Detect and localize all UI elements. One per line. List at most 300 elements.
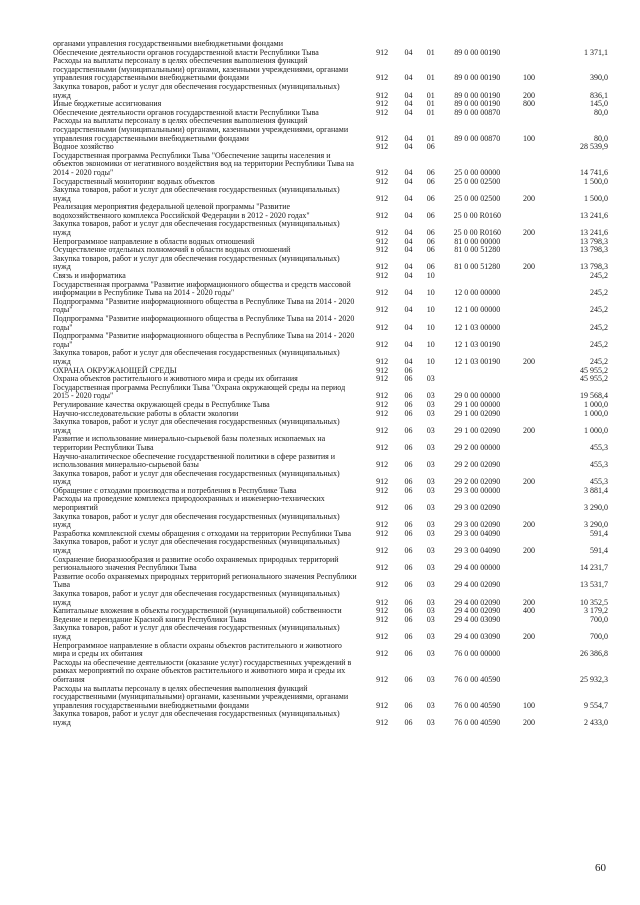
department-code: 912 <box>376 546 389 556</box>
table-row <box>53 418 608 435</box>
subsection-code: 10 <box>426 288 435 298</box>
expense-type-code: 200 <box>522 425 535 435</box>
budget-item-name: Научно-исследовательские работы в области экологии <box>53 408 239 418</box>
target-item-code <box>442 272 513 281</box>
section-code: 04 <box>404 339 413 349</box>
department-code: 912 <box>376 563 389 573</box>
expense-type-code: 200 <box>522 717 535 727</box>
section-code: 04 <box>404 167 413 177</box>
amount: 25 932,3 <box>580 674 608 684</box>
table-row <box>53 642 608 659</box>
section-code: 04 <box>404 133 413 143</box>
section-code: 04 <box>404 271 413 281</box>
amount: 591,4 <box>590 546 608 556</box>
target-item-code: 81 0 00 51280 <box>454 245 501 255</box>
amount: 13 241,6 <box>580 210 608 220</box>
section-code: 06 <box>404 580 413 590</box>
budget-item-name: Закупка товаров, работ и услуг для обеспечения государственных (муниципальных) нужд <box>53 537 340 556</box>
amount: 13 798,3 <box>580 262 608 272</box>
amount: 245,2 <box>590 271 608 281</box>
subsection-code: 06 <box>426 245 435 255</box>
department-code: 912 <box>376 700 389 710</box>
amount: 1 000,0 <box>584 408 608 418</box>
department-code: 912 <box>376 236 389 246</box>
amount: 26 386,8 <box>580 649 608 659</box>
section-code: 04 <box>404 236 413 246</box>
target-item-code: 29 4 00 02090 <box>454 606 501 616</box>
expense-type-code <box>513 109 545 118</box>
table-row <box>53 281 608 298</box>
table-row <box>53 255 608 272</box>
budget-item-name: Связь и информатика <box>53 271 126 281</box>
amount: 14 231,7 <box>580 563 608 573</box>
section-code: 06 <box>404 606 413 616</box>
table-row <box>53 624 608 641</box>
subsection-code: 06 <box>426 210 435 220</box>
subsection-code: 03 <box>426 597 435 607</box>
table-row <box>53 298 608 315</box>
budget-item-name: Осуществление отдельных полномочий в области водных отношений <box>53 245 291 255</box>
department-code: 912 <box>376 90 389 100</box>
expense-type-code <box>513 49 545 58</box>
page-number: 60 <box>595 862 606 874</box>
budget-item-name: Сохранение биоразнообразия и развитие особо охраняемых природных территорий регионального значения Республики Тыва <box>53 554 339 573</box>
expense-type-code: 200 <box>522 356 535 366</box>
subsection-code: 03 <box>426 563 435 573</box>
target-item-code: 81 0 00 51280 <box>454 262 501 272</box>
expense-type-code <box>513 143 545 152</box>
amount: 1 500,0 <box>584 193 608 203</box>
section-code: 04 <box>404 305 413 315</box>
target-item-code: 29 3 00 02090 <box>454 503 501 513</box>
budget-item-name: Государственная программа Республики Тыва "Охрана окружающей среды на период 2015 - 2020 годы" <box>53 382 346 401</box>
section-code: 04 <box>404 262 413 272</box>
expense-type-code <box>513 332 545 349</box>
expense-type-code <box>513 40 545 49</box>
amount: 19 568,4 <box>580 391 608 401</box>
amount: 245,2 <box>590 339 608 349</box>
section-code: 04 <box>404 322 413 332</box>
budget-item-name: Закупка товаров, работ и услуг для обеспечения государственных (муниципальных) нужд <box>53 81 340 100</box>
target-item-code: 29 2 00 00000 <box>454 442 501 452</box>
table-row <box>53 117 608 143</box>
subsection-code: 03 <box>426 399 435 409</box>
target-item-code: 29 4 00 03090 <box>454 631 501 641</box>
section-code: 06 <box>404 425 413 435</box>
target-item-code <box>442 367 513 376</box>
section-code: 04 <box>404 356 413 366</box>
target-item-code: 81 0 00 00000 <box>454 236 501 246</box>
budget-item-name: Закупка товаров, работ и услуг для обеспечения государственных (муниципальных) нужд <box>53 348 340 366</box>
target-item-code: 89 0 00 00190 <box>454 47 501 57</box>
amount: 591,4 <box>590 528 608 538</box>
amount: 455,3 <box>590 442 608 452</box>
target-item-code: 29 1 00 00000 <box>454 399 501 409</box>
department-code: 912 <box>376 365 389 375</box>
expense-type-code: 100 <box>522 133 535 143</box>
subsection-code: 03 <box>426 528 435 538</box>
target-item-code: 89 0 00 00870 <box>454 133 501 143</box>
section-code: 04 <box>404 90 413 100</box>
department-code: 912 <box>376 674 389 684</box>
budget-item-name: Ведение и переиздание Красной книги Республики Тыва <box>53 614 247 624</box>
expense-type-code: 200 <box>522 631 535 641</box>
amount: 700,0 <box>590 614 608 624</box>
table-row <box>53 453 608 470</box>
department-code: 912 <box>376 99 389 109</box>
expense-type-code <box>513 453 545 470</box>
department-code: 912 <box>376 631 389 641</box>
budget-item-name: Обращение с отходами производства и потребления в Республике Тыва <box>53 485 297 495</box>
subsection-code: 06 <box>426 142 435 152</box>
target-item-code: 89 0 00 00190 <box>454 73 501 83</box>
expense-type-code <box>513 178 545 187</box>
target-item-code: 29 4 00 02090 <box>454 597 501 607</box>
budget-item-name: Закупка товаров, работ и услуг для обеспечения государственных (муниципальных) нужд <box>53 623 340 641</box>
expense-type-code: 200 <box>522 262 535 272</box>
department-code: 912 <box>376 528 389 538</box>
target-item-code: 29 4 00 00000 <box>454 563 501 573</box>
target-item-code: 25 0 00 R0160 <box>453 228 501 238</box>
subsection-code: 10 <box>426 305 435 315</box>
amount: 245,2 <box>590 288 608 298</box>
subsection-code: 03 <box>426 442 435 452</box>
table-row <box>53 152 608 178</box>
section-code: 06 <box>404 460 413 470</box>
target-item-code: 29 2 00 02090 <box>454 477 501 487</box>
subsection-code: 06 <box>426 193 435 203</box>
budget-item-name: Расходы на выплаты персоналу в целях обеспечения выполнения функций государственными (муниципальными) органами, казенными учреждениями, органами управления государственными внебюджетными фондами <box>53 116 349 143</box>
budget-item-name: Расходы на проведение комплекса природоохранных и инженерно-технических мероприятий <box>53 494 325 513</box>
table-row <box>53 57 608 83</box>
subsection-code: 03 <box>426 580 435 590</box>
budget-item-name: Непрограммное направление в области водных отношений <box>53 236 255 246</box>
amount: 13 531,7 <box>580 580 608 590</box>
subsection-code: 03 <box>426 614 435 624</box>
budget-item-name: органами управления государственными внебюджетными фондами <box>53 39 283 48</box>
budget-item-name: Закупка товаров, работ и услуг для обеспечения государственных (муниципальных) нужд <box>53 468 340 487</box>
budget-item-name: Государственная программа "Развитие информационного общества и средств массовой информации в Республике Тыва на 2014 - 2020 годы" <box>53 279 351 298</box>
target-item-code: 76 0 00 00000 <box>454 649 501 659</box>
table-row <box>53 349 608 366</box>
budget-item-name: Иные бюджетные ассигнования <box>53 99 162 109</box>
expense-type-code <box>513 410 545 419</box>
department-code: 912 <box>376 322 389 332</box>
amount: 80,0 <box>594 133 608 143</box>
target-item-code: 76 0 00 40590 <box>454 717 501 727</box>
section-code: 06 <box>404 674 413 684</box>
target-item-code <box>442 375 513 384</box>
target-item-code: 29 4 00 03090 <box>454 614 501 624</box>
target-item-code: 29 1 00 02090 <box>454 425 501 435</box>
budget-item-name: Закупка товаров, работ и услуг для обеспечения государственных (муниципальных) нужд <box>53 219 340 238</box>
amount: 45 955,2 <box>580 374 608 384</box>
expense-type-code: 200 <box>522 477 535 487</box>
budget-table <box>53 40 608 728</box>
amount: 13 241,6 <box>580 228 608 238</box>
expense-type-code <box>513 659 545 685</box>
expense-type-code <box>513 203 545 220</box>
section-code: 06 <box>404 391 413 401</box>
budget-item-name: Охрана объектов растительного и животного мира и среды их обитания <box>53 374 298 384</box>
amount: 1 500,0 <box>584 176 608 186</box>
table-row <box>53 495 608 512</box>
budget-item-name: Закупка товаров, работ и услуг для обеспечения государственных (муниципальных) нужд <box>53 185 340 203</box>
department-code: 912 <box>376 503 389 513</box>
target-item-code: 29 3 00 02090 <box>454 520 501 530</box>
department-code: 912 <box>376 176 389 186</box>
department-code: 912 <box>376 425 389 435</box>
expense-type-code: 200 <box>522 520 535 530</box>
department-code: 912 <box>376 649 389 659</box>
subsection-code: 03 <box>426 460 435 470</box>
table-row <box>53 83 608 100</box>
target-item-code: 89 0 00 00190 <box>454 99 501 109</box>
department-code: 912 <box>376 73 389 83</box>
target-item-code: 29 4 00 02090 <box>454 580 501 590</box>
target-item-code: 89 0 00 00870 <box>454 107 501 117</box>
department-code: 912 <box>376 305 389 315</box>
amount: 45 955,2 <box>580 365 608 375</box>
department-code: 912 <box>376 288 389 298</box>
expense-type-code <box>513 556 545 573</box>
table-row <box>53 685 608 711</box>
expense-type-code: 200 <box>522 90 535 100</box>
table-row <box>53 220 608 237</box>
section-code: 06 <box>404 649 413 659</box>
target-item-code: 12 0 00 00000 <box>454 288 501 298</box>
subsection-code: 03 <box>426 649 435 659</box>
expense-type-code <box>513 246 545 255</box>
table-row <box>53 573 608 590</box>
subsection-code: 03 <box>426 477 435 487</box>
subsection-code: 03 <box>426 674 435 684</box>
table-row <box>53 315 608 332</box>
target-item-code: 89 0 00 00190 <box>454 90 501 100</box>
department-code: 912 <box>376 339 389 349</box>
subsection-code: 10 <box>426 356 435 366</box>
target-item-code: 25 0 00 02500 <box>454 176 501 186</box>
budget-item-name: Водное хозяйство <box>53 142 114 152</box>
target-item-code: 12 1 03 00000 <box>454 322 501 332</box>
section-code: 06 <box>404 408 413 418</box>
table-row <box>53 435 608 452</box>
section-code: 06 <box>404 597 413 607</box>
amount: 3 881,4 <box>584 485 608 495</box>
subsection-code: 06 <box>426 262 435 272</box>
department-code: 912 <box>376 107 389 117</box>
target-item-code: 12 1 03 00190 <box>454 356 501 366</box>
amount: 245,2 <box>590 356 608 366</box>
budget-item-name: Развитие особо охраняемых природных территорий регионального значения Республики Тыва <box>53 571 357 590</box>
section-code: 04 <box>404 73 413 83</box>
department-code: 912 <box>376 391 389 401</box>
expense-type-code <box>513 530 545 539</box>
section-code: 06 <box>404 631 413 641</box>
section-code: 04 <box>404 288 413 298</box>
subsection-code: 06 <box>426 228 435 238</box>
department-code: 912 <box>376 408 389 418</box>
department-code: 912 <box>376 142 389 152</box>
section-code: 04 <box>404 107 413 117</box>
section-code: 06 <box>404 563 413 573</box>
section-code: 06 <box>404 485 413 495</box>
budget-item-name: Обеспечение деятельности органов государственной власти Республики Тыва <box>53 47 319 57</box>
section-code: 06 <box>404 477 413 487</box>
department-code: 912 <box>376 193 389 203</box>
budget-item-name: Закупка товаров, работ и услуг для обеспечения государственных (муниципальных) нужд <box>53 417 340 435</box>
section-code: 06 <box>404 700 413 710</box>
expense-type-code <box>513 495 545 512</box>
section-code: 04 <box>404 176 413 186</box>
amount: 245,2 <box>590 322 608 332</box>
section-code: 06 <box>404 365 413 375</box>
target-item-code: 29 3 00 00000 <box>454 485 501 495</box>
amount: 2 433,0 <box>584 717 608 727</box>
department-code: 912 <box>376 717 389 727</box>
subsection-code: 01 <box>426 73 435 83</box>
subsection-code: 06 <box>426 167 435 177</box>
target-item-code: 25 0 00 02500 <box>454 193 501 203</box>
department-code: 912 <box>376 442 389 452</box>
budget-item-name: Закупка товаров, работ и услуг для обеспечения государственных (муниципальных) нужд <box>53 589 340 607</box>
table-row <box>53 332 608 349</box>
expense-type-code: 100 <box>522 700 535 710</box>
target-item-code <box>442 143 513 152</box>
amount: 390,0 <box>590 73 608 83</box>
department-code: 912 <box>376 485 389 495</box>
subsection-code: 10 <box>426 271 435 281</box>
expense-type-code <box>513 298 545 315</box>
target-item-code: 29 2 00 02090 <box>454 460 501 470</box>
budget-item-name: Регулирование качества окружающей среды в Республике Тыва <box>53 399 270 409</box>
department-code: 912 <box>376 245 389 255</box>
target-item-code: 25 0 00 00000 <box>454 167 501 177</box>
expense-type-code <box>513 238 545 247</box>
target-item-code: 12 1 03 00190 <box>454 339 501 349</box>
subsection-code: 03 <box>426 391 435 401</box>
table-row <box>53 556 608 573</box>
budget-item-name: Государственная программа Республики Тыва "Обеспечение защиты населения и объектов экономики от негативного воздействия вод на территории Республики Тыва на 2014 - 2020 годы" <box>53 150 354 177</box>
subsection-code: 03 <box>426 408 435 418</box>
section-code: 04 <box>404 193 413 203</box>
budget-item-name: Расходы на выплаты персоналу в целях обеспечения выполнения функций государственными (муниципальными) органами, казенными учреждениями, органами управления государственными внебюджетными фондами <box>53 56 349 83</box>
table-row <box>53 538 608 555</box>
target-item-code: 29 3 00 04090 <box>454 546 501 556</box>
subsection-code: 03 <box>426 700 435 710</box>
section-code: 06 <box>404 442 413 452</box>
expense-type-code <box>513 616 545 625</box>
amount: 80,0 <box>594 107 608 117</box>
expense-type-code <box>513 375 545 384</box>
expense-type-code <box>513 281 545 298</box>
subsection-code: 03 <box>426 374 435 384</box>
department-code: 912 <box>376 228 389 238</box>
budget-item-name: Непрограммное направление в области охраны объектов растительного и животного мира и среды их обитания <box>53 640 342 659</box>
department-code: 912 <box>376 399 389 409</box>
table-row <box>53 203 608 220</box>
budget-item-name: Расходы на выплаты персоналу в целях обеспечения выполнения функций государственными (муниципальными) органами, казенными учреждениями, органами управления государственными внебюджетными фондами <box>53 683 349 710</box>
subsection-code: 06 <box>426 236 435 246</box>
target-item-code: 29 3 00 04090 <box>454 528 501 538</box>
expense-type-code <box>513 384 545 401</box>
table-row <box>53 590 608 607</box>
amount: 3 179,2 <box>584 606 608 616</box>
budget-item-name: Научно-аналитическое обеспечение государственной политики в сфере развития и использования минерально-сырьевой базы <box>53 451 336 470</box>
target-item-code: 12 1 00 00000 <box>454 305 501 315</box>
budget-item-name: Реализация мероприятия федеральной целевой программы "Развитие водохозяйственного комплекса Российской Федерации в 2012 - 2020 годах" <box>53 202 310 220</box>
amount: 145,0 <box>590 99 608 109</box>
subsection-code: 01 <box>426 47 435 57</box>
expense-type-code: 200 <box>522 228 535 238</box>
expense-type-code <box>513 487 545 496</box>
expense-type-code <box>513 152 545 178</box>
section-code: 06 <box>404 717 413 727</box>
department-code: 912 <box>376 271 389 281</box>
table-body <box>53 40 608 728</box>
department-code: 912 <box>376 520 389 530</box>
expense-type-code <box>513 367 545 376</box>
subsection-code: 03 <box>426 546 435 556</box>
expense-type-code <box>513 401 545 410</box>
budget-item-name: Расходы на обеспечение деятельности (оказание услуг) государственных учреждений в рамках мероприятий по охране объектов растительного и животного мира и среды их обитания <box>53 657 352 684</box>
table-row <box>53 470 608 487</box>
subsection-code: 01 <box>426 107 435 117</box>
budget-item-name: Государственный мониторинг водных объектов <box>53 176 215 186</box>
expense-type-code <box>513 573 545 590</box>
amount: 3 290,0 <box>584 520 608 530</box>
expense-type-code: 400 <box>522 606 535 616</box>
subsection-code: 03 <box>426 425 435 435</box>
amount: 28 539,9 <box>580 142 608 152</box>
subsection-code: 03 <box>426 631 435 641</box>
table-row <box>53 659 608 685</box>
target-item-code: 29 1 00 02090 <box>454 408 501 418</box>
section-code: 06 <box>404 614 413 624</box>
expense-type-code <box>513 642 545 659</box>
section-code: 06 <box>404 503 413 513</box>
department-code: 912 <box>376 167 389 177</box>
budget-item-name: Обеспечение деятельности органов государственной власти Республики Тыва <box>53 107 319 117</box>
amount: 14 741,6 <box>580 167 608 177</box>
budget-item-name: Подпрограмма "Развитие информационного общества в Республике Тыва на 2014 - 2020 годы" <box>53 314 355 332</box>
section-code: 04 <box>404 210 413 220</box>
amount: 13 798,3 <box>580 236 608 246</box>
department-code: 912 <box>376 597 389 607</box>
amount: 700,0 <box>590 631 608 641</box>
target-item-code: 25 0 00 R0160 <box>453 210 501 220</box>
subsection-code: 03 <box>426 520 435 530</box>
amount: 455,3 <box>590 477 608 487</box>
section-code: 04 <box>404 142 413 152</box>
section-code: 04 <box>404 47 413 57</box>
section-code: 04 <box>404 99 413 109</box>
target-item-code: 76 0 00 40590 <box>454 674 501 684</box>
department-code: 912 <box>376 262 389 272</box>
subsection-code: 03 <box>426 503 435 513</box>
subsection-code: 01 <box>426 133 435 143</box>
amount: 13 798,3 <box>580 245 608 255</box>
budget-item-name: Капитальные вложения в объекты государственной (муниципальной) собственности <box>53 606 342 616</box>
section-code: 04 <box>404 228 413 238</box>
subsection-code: 10 <box>426 322 435 332</box>
department-code: 912 <box>376 210 389 220</box>
subsection-code: 03 <box>426 717 435 727</box>
expense-type-code: 200 <box>522 597 535 607</box>
department-code: 912 <box>376 374 389 384</box>
department-code: 912 <box>376 614 389 624</box>
section-code: 06 <box>404 520 413 530</box>
